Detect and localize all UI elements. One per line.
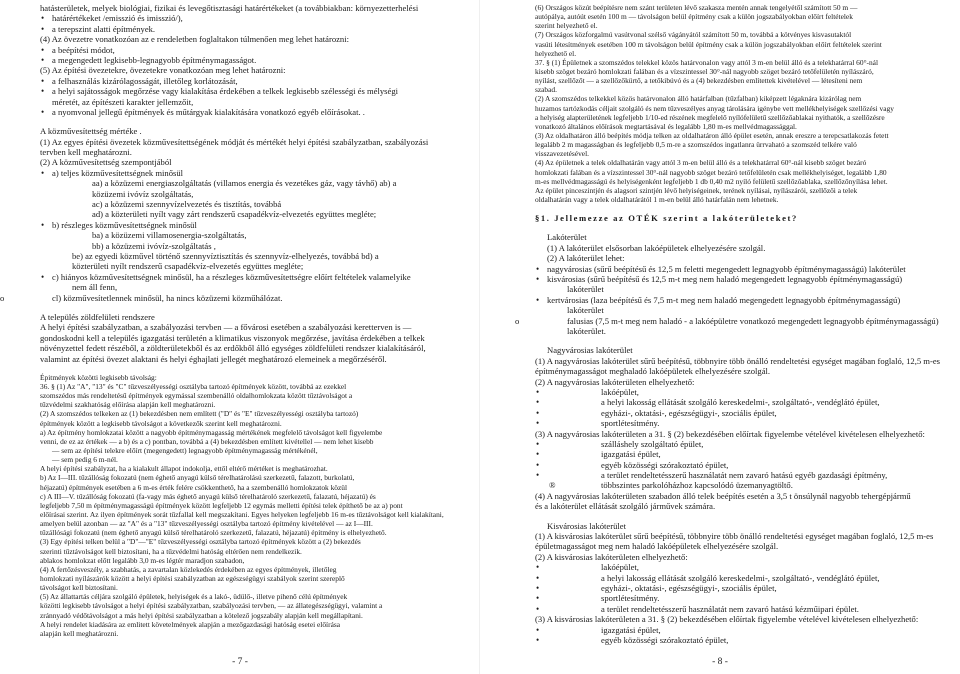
- line-text: a terepszint alatti építmények.: [52, 23, 156, 34]
- line-text: sportlétesítmény.: [601, 418, 660, 429]
- line-text: távolságot kell biztosítani.: [40, 583, 118, 593]
- bullet-list-item: [535, 274, 935, 284]
- line-text: A helyi építési szabályzatban, a szabályozási tervben — a fővárosi esetében a szabályozási keretterven is —: [40, 322, 412, 333]
- line-text: (1) Az egyes építési övezetek közművesítettségének módját és mértékét helyi építési szabályzatban, szabályozási: [40, 136, 429, 147]
- bullet-list-item: [535, 635, 935, 645]
- line-text: kisebb szöget bezáró homlokzati falában és a vízszintessel 30°-nál nagyobb szöget bezáró tetőfelületén nyílászáró,: [535, 66, 874, 76]
- text-line: [40, 537, 465, 546]
- text-line: [40, 343, 465, 353]
- line-text: b) Az I—III. tűzállóság fokozatú (nem éghető anyagú külső térelhatárolású szerkezetű, falazott, burkolatú,: [40, 473, 355, 483]
- bullet-list-item: [40, 55, 465, 65]
- text-line: [40, 137, 465, 147]
- text-line: [40, 189, 465, 199]
- bullet-list-item: [535, 397, 935, 407]
- line-text: legfeljebb 7,50 m építménymagasságú építmények között legfeljebb 12 egymás melletti építési telek építhető be az a) pont: [40, 500, 403, 510]
- line-text: ba) a közüzemi villamosenergia-szolgáltatás,: [92, 230, 247, 241]
- text-line: [40, 373, 465, 382]
- line-text: határértékeket /emisszió és imisszió/),: [52, 13, 183, 24]
- line-text: helyezhető el.: [535, 48, 577, 58]
- line-text: nem áll fenn,: [72, 282, 118, 293]
- text-line: [40, 519, 465, 528]
- line-text: (2) A közművesítettség szempontjából: [40, 157, 172, 168]
- bullet-list-item: [535, 470, 935, 480]
- text-line: [40, 547, 465, 556]
- text-line: [535, 104, 935, 113]
- text-line: [535, 149, 935, 158]
- text-line: [535, 232, 935, 242]
- text-line: [535, 113, 935, 122]
- line-text: m-es mellvédmagasságú és helyiségenként legfeljebb 1 db 0,40 m2 nyíló felületű szellőzőablaka, szellőzőnyílása lehet.: [535, 176, 888, 186]
- line-text: (5) Az építési övezetekre, övezetekre vonatkozóan meg lehet határozni:: [40, 65, 286, 76]
- text-line: [535, 177, 935, 186]
- line-text: lakóterület: [567, 305, 604, 316]
- line-text: c) hiányos közművesítettségnek minősül, ha a részleges közművesítettségre előírt feltételek valamelyike: [52, 271, 411, 282]
- text-line: [40, 464, 465, 473]
- line-text: Lakóterület: [547, 232, 587, 243]
- line-text: tervben kell meghatározni.: [40, 147, 132, 158]
- bullet-list-item: [535, 449, 935, 459]
- bullet-list-item: [535, 573, 935, 583]
- line-text: 37. § (1) Épületnek a szomszédos telekkel közös határvonalon vagy attól 3 m-en belül álló és a telekhatárral 60°-nál: [535, 57, 879, 67]
- spacer: [535, 204, 935, 213]
- line-text: ad) a közterületi nyílt vagy zárt rendszerű csapadékvíz-elvezetés együttes megléte;: [92, 209, 377, 220]
- text-line: [40, 574, 465, 583]
- bullet-list-item: [40, 76, 465, 86]
- text-line: [535, 76, 935, 85]
- line-text: vonatkozó általános előírások megtartásával és legalább 1,80 m-es mellvédmagassággal.: [535, 121, 797, 131]
- text-line: [40, 428, 465, 437]
- text-line: [0, 292, 465, 303]
- line-text: közötti legkisebb távolságot a helyi építési szabályzatban, szabályozási tervben, — az állategészségügyi, valamint a: [40, 601, 383, 611]
- text-line: [535, 531, 935, 541]
- bullet-list-item: [40, 168, 465, 178]
- line-text: szomszédos más rendeltetésű építmények egymással szembenálló oldalhomlokzata között tűztávolságot a: [40, 391, 353, 401]
- line-text: homlokzati falában és a vízszintessel 30°-nál nagyobb szöget bezáró tetőfelületén csak mellékhelyiséget, legalább 1,80: [535, 167, 887, 177]
- bullet-list-item: [535, 583, 935, 593]
- spacer: [535, 512, 935, 521]
- text-line: [40, 473, 465, 482]
- line-text: Kisvárosias lakóterület: [547, 520, 626, 531]
- line-text: (2) A lakóterület lehet:: [547, 253, 625, 264]
- line-text: növényzettel fedett részéből, a zöldterületekből és az erdőkből álló egységes zöldfelületi rendszer kialakításáról,: [40, 343, 426, 354]
- line-text: a helyiség alapterületének legfeljebb 1/10-ed részének megfelelő nyílófelületű szellőzőablakai nyithatók, a szellőzésre: [535, 112, 885, 122]
- line-text: előírásai szerint. Az ilyen építmények sorát tűzfallal kell megszakítani. Egyes helyeken legfeljebb 16 m-es tűztávolságot kell kialakítani,: [40, 510, 444, 519]
- line-text: épületmagasságot meg nem haladó lakóépületek elhelyezésére szolgál.: [535, 541, 779, 552]
- bullet-list-item: [535, 387, 935, 397]
- text-line: [535, 326, 935, 336]
- line-text: ac) a közüzemi szennyvízelvezetés és tisztítás, továbbá: [92, 199, 282, 210]
- line-text: lakóépület,: [601, 386, 639, 397]
- line-text: egyházi-, oktatási-, egészségügyi-, szociális épület,: [601, 407, 777, 418]
- line-text: (4) Az övezetre vonatkozóan az e rendeletben foglaltakon túlmenően meg lehet határozni:: [40, 34, 350, 45]
- line-text: (1) A nagyvárosias lakóterület sűrű beépítésű, többnyire több önálló rendeltetési egységet magában foglaló, 12,5 m-es: [535, 355, 940, 366]
- bullet-list-item: [535, 593, 935, 603]
- text-line: [535, 122, 935, 131]
- text-line: [40, 501, 465, 510]
- line-text: (3) Az oldalhatáron álló beépítés módja telken az oldalhatáron álló épület esetén, annak ereszre a terepcsatlakozás fetett: [535, 130, 889, 140]
- line-text: autópálya, autóút esetén 100 m — távolságon belül építmény csak a külön jogszabályokban előírt feltételek: [535, 12, 853, 22]
- line-text: valamint az építési övezet alaktani és helyi éghajlati jellegét meghatározó elemeinek a megőrzéséről.: [40, 353, 387, 364]
- bullet-list-item: [40, 24, 465, 34]
- page-number-left: - 7 -: [232, 657, 248, 667]
- line-text: venni, de ez az értékek — a b) és a c) pontban, továbbá a (4) bekezdésben említett kivétellel — nem lehet kisebb: [40, 436, 374, 446]
- line-text: (4) Az épületnek a telek oldalhatárán vagy attól 3 m-en belül álló és a telekhatárral 60°-nál kisebb szöget bezáró: [535, 158, 867, 168]
- bullet-list-item: [535, 625, 935, 635]
- section-residential-areas: [515, 232, 939, 336]
- text-line: [535, 195, 935, 204]
- text-line: [40, 209, 465, 219]
- list-marker: o: [515, 315, 520, 326]
- text-line: [535, 614, 935, 624]
- text-line: [535, 140, 935, 149]
- line-text: egyéb közösségi szórakoztató épület,: [601, 459, 729, 470]
- text-line: [40, 437, 465, 446]
- line-text: gondoskodni kell a település igazgatási területén a klimatikus viszonyok megőrzése, javítása érdekében a telkek: [40, 332, 425, 343]
- line-text: 36. § (1) Az "A", "13" és "C" tűzveszélyességi osztályba tartozó építmények között, továbbá az ezekkel: [40, 382, 347, 392]
- line-text: építménymagasságot meghaladó lakóépületek elhelyezésére szolgál.: [535, 366, 771, 377]
- bullet-list-item: [535, 295, 935, 305]
- text-line: [40, 230, 465, 240]
- text-line: [40, 126, 465, 136]
- section-road-rail-distances: [535, 3, 935, 204]
- question-heading: §1. Jellemezze az OTÉK szerint a lakóterületeket?: [535, 213, 798, 224]
- line-text: (2) A szomszédos telkeken az (1) bekezdésben nem említett ("D" és "E" tűzveszélyességi osztályba tartozó): [40, 409, 359, 419]
- text-line: [535, 94, 935, 103]
- section-building-distances: [40, 373, 465, 638]
- text-line: [535, 49, 935, 58]
- line-text: nyílást, szellőzőt — a szellőzőkürtő, a tetőkibúvó és a (4) bekezdésben említettek kivételével — létesíteni nem: [535, 76, 863, 86]
- line-text: és a lakóterület ellátását szolgáló járművek számára.: [535, 501, 716, 512]
- line-text: a) Az építmény homlokzatai között a nagyobb építménymagasság mértékének megfelelő távolságot kell figyelembe: [40, 427, 383, 437]
- text-line: [40, 282, 465, 292]
- line-text: egyéb közösségi szórakoztató épület,: [601, 634, 729, 645]
- line-text: tűzállósági fokozatú (nem éghető anyagú külső térelhatároló szerkezetű, falazatú, héjazatú) építmény is elhelyezhető.: [40, 528, 387, 538]
- line-text: (3) A kisvárosias lakóterületen a 31. § (2) bekezdésében előírtak figyelembe vételével kivételesen elhelyezhető:: [535, 614, 919, 625]
- page-number-right: - 8 -: [712, 657, 728, 667]
- text-line: [40, 333, 465, 343]
- line-text: bb) a közüzemi ivóvíz-szolgáltatás ,: [92, 240, 216, 251]
- text-line: [40, 409, 465, 418]
- line-text: A helyi építési szabályzat, ha a kialakult állapot indokolja, ettől eltérő mértéket is meghatározhat.: [40, 464, 328, 474]
- text-line: [535, 541, 935, 551]
- text-line: [40, 400, 465, 409]
- section-green-areas: [40, 312, 465, 364]
- bullet-list-item: [535, 562, 935, 572]
- bullet-list-item: [535, 408, 935, 418]
- text-line: [40, 565, 465, 574]
- line-text: a) teljes közművesítettségnek minősül: [52, 167, 184, 178]
- section-utility-services: [0, 126, 465, 303]
- line-text: a beépítési módot,: [52, 44, 115, 55]
- line-text: (7) Országos közforgalmú vasútvonal szélső vágányától számított 50 m, továbbá a kötvényes kisvasutaktól: [535, 30, 852, 40]
- bullet-list-item: [40, 86, 465, 96]
- line-text: a helyi sajátosságok megőrzése vagy kialakítása érdekében a telkek legkisebb szélességi és mélységi: [52, 86, 399, 97]
- text-line: [535, 40, 935, 49]
- text-line: [535, 186, 935, 195]
- line-text: c) A III—V. tűzállóság fokozatú (fa-vagy más éghető anyagú külső térelhatároló szerkezetű, falazatú, héjazatú) és: [40, 491, 376, 501]
- line-text: lakóterület.: [567, 326, 606, 336]
- text-line: [535, 491, 935, 501]
- text-line: [40, 147, 465, 157]
- text-line: [40, 583, 465, 592]
- text-line: [535, 3, 935, 12]
- text-line: [40, 492, 465, 501]
- line-text: be) az egyedi közművel történő szennyvíztisztítás és szennyvíz-elhelyezés, továbbá bd) a: [72, 250, 379, 261]
- text-line: [40, 322, 465, 332]
- line-text: A közművesítettség mértéke .: [40, 126, 142, 137]
- text-line: [535, 168, 935, 177]
- text-line: [40, 592, 465, 601]
- text-line: [535, 243, 935, 253]
- line-text: lakóépület,: [601, 562, 639, 573]
- text-line: [40, 446, 465, 455]
- line-text: kertvárosias (laza beépítésű és 7,5 m-t meg nem haladó megengedett legnagyobb építménymagasságú): [547, 294, 901, 305]
- bullet-list-item: [535, 418, 935, 428]
- text-line: [535, 366, 935, 376]
- line-text: (5) Az állattartás céljára szolgáló épületek, helyiségek és a lakó-, üdülő-, illetve pihenő célú építmények: [40, 592, 348, 602]
- text-line: [40, 483, 465, 492]
- text-line: [40, 199, 465, 209]
- text-line: [40, 65, 465, 75]
- line-text: homlokzati nyílászárók között a helyi építési szabályzatban az egészségügyi szabályok szerint szereplő: [40, 573, 345, 583]
- text-line: [40, 419, 465, 428]
- text-line: [40, 382, 465, 391]
- line-text: a helyi lakosság ellátását szolgáló kereskedelmi-, szolgáltató-, vendéglátó épület,: [601, 572, 880, 583]
- line-text: többszintes parkolóházhoz kapcsolódó üzemanyagtöltő.: [601, 480, 793, 491]
- line-text: visszavezetésével.: [535, 149, 589, 159]
- text-line: [535, 429, 935, 439]
- line-text: — sem az építési telekre előírt (megengedett) legnagyobb építménymagasság mértékénél,: [52, 446, 318, 456]
- text-line: [535, 552, 935, 562]
- text-line: [535, 377, 935, 387]
- line-text: építmények között a legkisebb távolságot a következők szerint kell meghatározni.: [40, 418, 282, 428]
- spacer: [535, 223, 935, 232]
- line-text: igazgatási épület,: [601, 624, 661, 635]
- line-text: (6) Országos közút beépítésre nem szánt területen lévő szakasza mentén annak tengelyétől számított 50 m —: [535, 3, 858, 12]
- text-line: [40, 157, 465, 167]
- line-text: közüzemi ivóvíz szolgáltatás,: [92, 188, 194, 199]
- section-large-urban: [535, 345, 940, 512]
- page-left-text-column: [0, 3, 465, 638]
- text-line: [40, 510, 465, 519]
- bullet-list-item: [535, 264, 935, 274]
- line-text: a nyomvonal jellegű építmények és műtárgyak kialakítására vonatkozó egyéb előírásokat. .: [52, 106, 365, 117]
- spacer: [535, 336, 935, 345]
- line-text: Az épület pinceszintjén és alagsori szintjén lévő helyiségeinek, terének nyílásai, nyílászárói, szellőzői a telek: [535, 185, 858, 195]
- section-zoning-list: [40, 3, 465, 117]
- line-text: méretét, az építészeti karakter jellemzőit,: [52, 96, 194, 107]
- text-line: [40, 620, 465, 629]
- bullet-list-item: [535, 604, 935, 614]
- text-line: [535, 253, 935, 263]
- line-text: ablakos homlokzat előtt legalább 3,0 m-es légtér maradjon szabadon,: [40, 555, 245, 565]
- line-text: cl) közművesítetlennek minősül, ha nincs közüzemi közműhálózat.: [52, 292, 283, 303]
- line-text: (4) A fertőzésveszély, a szabhatás, a zavartalan közlekedés érdekében az egyes építmények, illetőleg: [40, 564, 337, 574]
- line-text: vasúti létesítmények esetében 100 m távolságon belül építmény csak a külön jogszabályokban előírt feltételek szerint: [535, 39, 882, 49]
- line-text: igazgatási épület,: [601, 449, 661, 460]
- bullet-list-item: [535, 439, 935, 449]
- list-marker: ®: [549, 480, 556, 491]
- line-text: a felhasználás kizárólagosságát, illetőleg korlátozását,: [52, 75, 238, 86]
- text-line: [535, 345, 935, 355]
- line-text: oldalhatárán vagy a telek oldalhatárától 1 m-en belül álló határfalán nem lehetnek.: [535, 194, 779, 204]
- text-line: [40, 261, 465, 271]
- text-line: [40, 556, 465, 565]
- text-line: [40, 97, 465, 107]
- text-line: [40, 251, 465, 261]
- bullet-list-item: [40, 45, 465, 55]
- spacer: [40, 364, 465, 373]
- text-line: hatásterületek, melyek biológiai, fizikai és levegőtisztasági határértékeket (a továbbiakban: környezetterhelési: [40, 3, 419, 13]
- line-text: A helyi rendelet kiadására az emlitett követelmények alapján a mezőgazdasági hatóság esetei előírása: [40, 619, 341, 629]
- text-line: [535, 158, 935, 167]
- text-line: [40, 34, 465, 44]
- line-text: szálláshely szolgáltató épület,: [601, 438, 704, 449]
- bullet-list-item: [40, 220, 465, 230]
- line-text: közterületi nyílt rendszerű csapadékvíz-elvezetés együttes megléte;: [72, 261, 304, 272]
- line-text: héjazatú) építmények esetében a 6 m-es érték felére csökkenthető, ha a szembenálló homlokzatok közül: [40, 482, 347, 492]
- text-line: [535, 521, 935, 531]
- text-line: [40, 455, 465, 464]
- line-text: szerinti tűztávolságot kell biztosítani, ha a tűzvédelmi hatóság eltérően nem rendelkezik.: [40, 546, 302, 556]
- line-text: (1) A lakóterület elsősorban lakóépületek elhelyezésére szolgál.: [547, 242, 766, 253]
- line-text: a helyi lakosság ellátását szolgáló kereskedelmi-, szolgáltató-, vendéglátó épület,: [601, 397, 880, 408]
- text-line: [535, 30, 935, 39]
- text-line: [535, 21, 935, 30]
- line-text: nagyvárosias (sűrű beépítésű és 12,5 m feletti megengedett legnagyobb építménymagasságú) lakóterület: [547, 263, 906, 274]
- line-text: amelyen belül azonban — az "A" és a "13" tűzveszélyességi osztályba tartozó építmény kivételével — az I—III.: [40, 519, 373, 529]
- line-text: huzamos tartózkodás céljait szolgáló és nem tűzveszélyes anyag tárolására igénybe vett mellékhelyiségek szellőzési vagy: [535, 103, 894, 113]
- line-text: lakóterület: [567, 284, 604, 295]
- section-small-urban: [535, 521, 935, 646]
- line-text: a terület rendeltetésszerű használatát nem zavaró hatású kézműipari épület.: [601, 603, 859, 614]
- line-text: b) részleges közművesítettségnek minősül: [52, 219, 197, 230]
- line-text: aa) a közüzemi energiaszolgáltatás (villamos energia és vezetékes gáz, vagy távhő) ab) a: [92, 178, 397, 189]
- text-line: [40, 241, 465, 251]
- text-line: [40, 629, 465, 638]
- line-text: szerint helyezhető el.: [535, 21, 598, 31]
- text-line: [40, 601, 465, 610]
- text-line: [535, 12, 935, 21]
- line-text: A település zöldfelületi rendszere: [40, 311, 155, 322]
- line-text: Épitmények közötti legkisebb távolság:: [40, 372, 157, 382]
- text-line: [535, 480, 935, 490]
- text-line: [40, 312, 465, 322]
- line-text: sportlétesítmény.: [601, 593, 660, 604]
- page-right: [480, 0, 960, 674]
- text-line: [535, 131, 935, 140]
- spacer: [40, 117, 465, 126]
- page-right-text-column: [515, 3, 940, 645]
- text-line: [40, 354, 465, 364]
- line-text: (3) Egy építési telken belül a "D"—"E" tűzveszélyességi osztályba tartozó építmények között a (2) bekezdés: [40, 537, 361, 547]
- line-text: (1) A kisvárosias lakóterület sűrű beépítésű, többnyire több önálló rendeltetési egységet magában foglaló, 12,5 m-es: [535, 531, 934, 542]
- bullet-list-item: [40, 13, 465, 23]
- line-text: alapján kell meghatározni.: [40, 628, 119, 638]
- bullet-list-item: [535, 460, 935, 470]
- text-line: [535, 85, 935, 94]
- line-text: zránnyadó védőtávolságot a más helyi építési szabályzatban a kötelező jogszabály alapján kell megállapítani.: [40, 610, 363, 620]
- list-marker: o: [0, 292, 5, 303]
- line-text: Nagyvárosias lakóterület: [547, 345, 633, 356]
- text-line: [535, 305, 935, 315]
- line-text: a megengedett legkisebb-legnagyobb építménymagasságot.: [52, 54, 257, 65]
- line-text: falusias (7,5 m-t meg nem haladó - a lakóépületre vonatkozó megengedett legnagyobb építménymagasságú): [567, 315, 939, 326]
- text-line: [40, 178, 465, 188]
- text-line: [535, 355, 940, 366]
- text-line: [535, 58, 935, 67]
- line-text: a terület rendeltetésszerű használatát nem zavaró hatású egyéb gazdasági építmény,: [601, 470, 888, 481]
- text-line: [535, 284, 935, 294]
- line-text: (2) A nagyvárosias lakóterületen elhelyezhető:: [535, 376, 695, 387]
- line-text: kisvárosias (sűrű beépítésű és 12,5 m-t meg nem haladó megengedett legnagyobb építménymagasságú): [547, 274, 903, 285]
- bullet-list-item: [40, 272, 465, 282]
- bullet-list-item: [40, 107, 465, 117]
- line-text: (3) A nagyvárosias lakóterületen a 31. § (2) bekezdésében előírtak figyelembe vételével kivételesen elhelyezhető:: [535, 428, 925, 439]
- line-text: tűzvédelmi szakhatóság előírása alapján kell meghatározni.: [40, 400, 216, 410]
- text-line: [40, 528, 465, 537]
- line-text: (2) A kisvárosias lakóterületen elhelyezhető:: [535, 551, 688, 562]
- line-text: egyházi-, oktatási-, egészségügyi-, szociális épület,: [601, 582, 777, 593]
- line-text: (4) A nagyvárosias lakóterületen szabadon álló telek beépítés esetén a 3,5 t önsúlynál nagyobb tehergépjármű: [535, 490, 911, 501]
- text-line: [40, 611, 465, 620]
- line-text: legalább 2 m magasságban és legfeljebb 0,5 m-re a szomszédos ingatlanra ürrvaható a szomszéd telkére való: [535, 140, 857, 150]
- spacer: [40, 303, 465, 312]
- line-text: — sem pedig 6 m-nél.: [52, 455, 118, 465]
- text-line: [535, 67, 935, 76]
- line-text: szabad.: [535, 85, 557, 95]
- line-text: (2) A szomszédos telkekkel közös határvonalon álló határfalban (tűzfalban) kiképzett légaknára kizárólag nem: [535, 94, 862, 104]
- text-line: [535, 501, 935, 511]
- text-line: [40, 391, 465, 400]
- text-line: [515, 315, 939, 326]
